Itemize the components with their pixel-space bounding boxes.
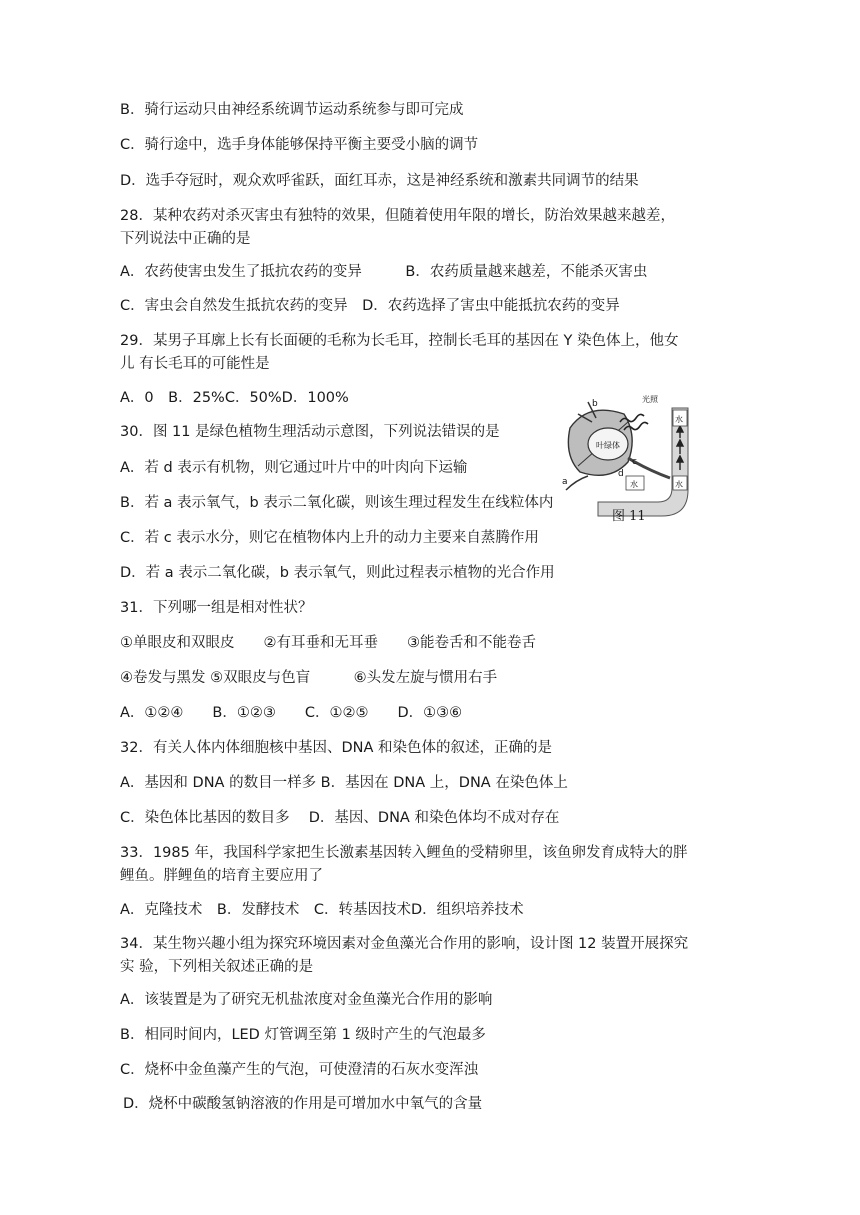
text-line: B．若 a 表示氧气，b 表示二氧化碳，则该生理过程发生在线粒体内 (120, 495, 554, 511)
letter-c: c (632, 457, 637, 467)
water-label: 水 (675, 480, 683, 489)
letter-a: a (562, 477, 568, 487)
letter-d: d (618, 469, 624, 479)
text-line: 33．1985 年，我国科学家把生长激素基因转入鲤鱼的受精卵里，该鱼卵发育成特大的胖 (120, 845, 688, 861)
text-line: 下列说法中正确的是 (120, 231, 251, 247)
text-line: A．若 d 表示有机物，则它通过叶片中的叶肉向下运输 (120, 460, 468, 476)
text-line: C．若 c 表示水分，则它在植物体内上升的动力主要来自蒸腾作用 (120, 530, 539, 546)
text-line: C．骑行途中，选手身体能够保持平衡主要受小脑的调节 (120, 137, 479, 153)
text-line: 34．某生物兴趣小组为探究环境因素对金鱼藻光合作用的影响，设计图 12 装置开展探究 (120, 936, 689, 952)
chloroplast-label: 叶绿体 (596, 441, 620, 450)
text-line: 28．某种农药对杀灭害虫有独特的效果，但随着使用年限的增长，防治效果越来越差， (120, 208, 675, 224)
plant-physiology-diagram (558, 392, 698, 528)
light-label: 光照 (642, 395, 658, 404)
text-line: 实 验，下列相关叙述正确的是 (120, 959, 314, 975)
text-line: 32．有关人体内体细胞核中基因、DNA 和染色体的叙述，正确的是 (120, 740, 552, 756)
text-line: A．该装置是为了研究无机盐浓度对金鱼藻光合作用的影响 (120, 992, 493, 1008)
text-line: A．克隆技术 B．发酵技术 C．转基因技术D．组织培养技术 (120, 902, 524, 918)
water-label: 水 (630, 480, 638, 489)
text-line: C．害虫会自然发生抵抗农药的变异 D．农药选择了害虫中能抵抗农药的变异 (120, 298, 620, 314)
text-line: ①单眼皮和双眼皮 ②有耳垂和无耳垂 ③能卷舌和不能卷舌 (120, 635, 536, 651)
text-line: D．烧杯中碳酸氢钠溶液的作用是可增加水中氧气的含量 (123, 1096, 483, 1112)
text-line: 29．某男子耳廓上长有长面硬的毛称为长毛耳，控制长毛耳的基因在 Y 染色体上，他女 (120, 333, 679, 349)
water-label: 水 (675, 415, 683, 424)
text-line: 鲤鱼。胖鲤鱼的培育主要应用了 (120, 868, 323, 884)
text-line: B．骑行运动只由神经系统调节运动系统参与即可完成 (120, 102, 464, 118)
figure-caption: 图 11 (612, 509, 646, 524)
text-line: A．0 B．25%C．50%D．100% (120, 390, 349, 406)
text-line: A．①②④ B．①②③ C．①②⑤ D．①③⑥ (120, 705, 463, 721)
text-line: A．农药使害虫发生了抵抗农药的变异 B．农药质量越来越差，不能杀灭害虫 (120, 264, 648, 280)
text-line: 30．图 11 是绿色植物生理活动示意图，下列说法错误的是 (120, 424, 500, 440)
text-line: D．若 a 表示二氧化碳，b 表示氧气，则此过程表示植物的光合作用 (120, 565, 555, 581)
text-line: C．染色体比基因的数目多 D．基因、DNA 和染色体均不成对存在 (120, 810, 560, 826)
text-line: B．相同时间内，LED 灯管调至第 1 级时产生的气泡最多 (120, 1027, 486, 1043)
text-line: C．烧杯中金鱼藻产生的气泡，可使澄清的石灰水变浑浊 (120, 1062, 479, 1078)
text-line: ④卷发与黑发 ⑤双眼皮与色盲 ⑥头发左旋与惯用右手 (120, 670, 498, 686)
text-line: 儿 有长毛耳的可能性是 (120, 356, 270, 372)
text-line: D．选手夺冠时，观众欢呼雀跃，面红耳赤，这是神经系统和激素共同调节的结果 (120, 173, 639, 189)
letter-b: b (592, 399, 598, 409)
text-line: 31．下列哪一组是相对性状？ (120, 600, 313, 616)
text-line: A．基因和 DNA 的数目一样多 B．基因在 DNA 上，DNA 在染色体上 (120, 775, 568, 791)
